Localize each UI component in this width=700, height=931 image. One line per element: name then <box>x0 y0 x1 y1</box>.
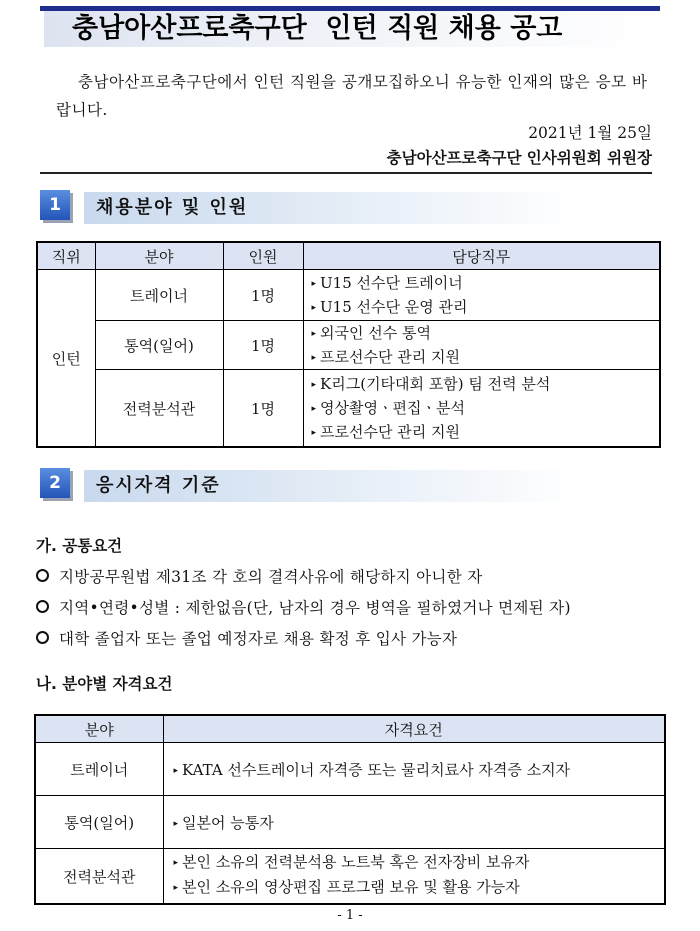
table-row <box>37 270 660 321</box>
duty-item <box>312 396 660 420</box>
triangle-bullet-icon: ▸ <box>311 279 317 289</box>
signer-rule <box>40 172 652 174</box>
table-header-row <box>35 715 665 743</box>
section-2-heading <box>40 468 600 504</box>
header-field: 분야 <box>95 242 223 270</box>
common-requirements-heading: 가. 공통요건 <box>36 537 123 555</box>
duty-text: 영상촬영ㆍ편집ㆍ분석 <box>320 399 465 417</box>
field-cell: 통역(일어) <box>95 321 223 370</box>
table-row <box>35 849 665 905</box>
count-cell: 1명 <box>223 321 303 370</box>
duty-item <box>312 420 660 444</box>
requirement-text: 본인 소유의 영상편집 프로그램 보유 및 활용 가능자 <box>182 878 520 896</box>
requirement-line <box>174 876 665 901</box>
section-1-heading <box>40 190 600 226</box>
requirement-cell <box>163 743 665 796</box>
signer: 충남아산프로축구단 인사위원회 위원장 <box>386 149 652 167</box>
duty-text: U15 선수단 트레이너 <box>320 274 463 292</box>
header-position: 직위 <box>37 242 95 270</box>
qualification-table <box>34 714 666 905</box>
page-number: - 1 - <box>337 908 363 923</box>
duty-text: K리그(기타대회 포함) 팀 전력 분석 <box>320 375 551 393</box>
section-number: 2 <box>40 468 70 498</box>
requirement-text: 일본어 능통자 <box>182 813 274 832</box>
requirement-cell <box>163 849 665 905</box>
requirement-line <box>174 851 665 876</box>
header-field: 분야 <box>35 715 163 743</box>
field-requirements-heading: 나. 분야별 자격요건 <box>36 675 173 693</box>
triangle-bullet-icon: ▸ <box>311 329 317 339</box>
section-title: 응시자격 기준 <box>96 475 221 496</box>
field-cell: 트레이너 <box>95 270 223 321</box>
triangle-bullet-icon: ▸ <box>173 765 179 776</box>
duties-cell <box>303 270 660 321</box>
triangle-bullet-icon: ▸ <box>173 818 179 829</box>
table-row <box>35 743 665 796</box>
requirement-text: KATA 선수트레이너 자격증 또는 물리치료사 자격증 소지자 <box>182 760 571 779</box>
list-item-text: 지역•연령•성별 : 제한없음(단, 남자의 경우 병역을 필하였거나 면제된 자) <box>59 599 571 617</box>
list-item-text: 대학 졸업자 또는 졸업 예정자로 채용 확정 후 입사 가능자 <box>59 630 458 648</box>
section-title: 채용분야 및 인원 <box>96 197 249 218</box>
triangle-bullet-icon: ▸ <box>311 303 317 313</box>
duty-text: 프로선수단 관리 지원 <box>320 348 460 366</box>
table-row <box>37 370 660 448</box>
section-number: 1 <box>40 190 70 220</box>
header-count: 인원 <box>223 242 303 270</box>
field-cell: 트레이너 <box>35 743 163 796</box>
field-cell: 통역(일어) <box>35 796 163 849</box>
table-header-row <box>37 242 660 270</box>
table-row <box>35 796 665 849</box>
duty-item <box>312 271 660 295</box>
duty-item <box>312 345 660 369</box>
list-item <box>36 627 457 649</box>
count-cell: 1명 <box>223 370 303 448</box>
duties-cell <box>303 370 660 448</box>
page-title: 충남아산프로축구단 인턴 직원 채용 공고 <box>72 13 563 44</box>
table-row <box>37 321 660 370</box>
duty-item <box>312 321 660 345</box>
duty-item <box>312 295 660 319</box>
list-item <box>36 565 482 587</box>
requirement-text: 본인 소유의 전력분석용 노트북 혹은 전자장비 보유자 <box>182 853 530 871</box>
triangle-bullet-icon: ▸ <box>311 404 317 414</box>
requirement-cell <box>163 796 665 849</box>
triangle-bullet-icon: ▸ <box>311 380 317 390</box>
list-item <box>36 596 571 618</box>
recruitment-table <box>36 241 661 448</box>
triangle-bullet-icon: ▸ <box>311 428 317 438</box>
duties-cell <box>303 321 660 370</box>
header-duties: 담당직무 <box>303 242 660 270</box>
duty-text: 프로선수단 관리 지원 <box>320 423 460 441</box>
count-cell: 1명 <box>223 270 303 321</box>
duty-text: U15 선수단 운영 관리 <box>320 298 468 316</box>
intro-paragraph: 충남아산프로축구단에서 인턴 직원을 공개모집하오니 유능한 인재의 많은 응모 바랍니다. <box>56 73 648 119</box>
header-requirements: 자격요건 <box>163 715 665 743</box>
ring-bullet-icon <box>36 600 49 613</box>
duty-item <box>312 372 660 396</box>
field-cell: 전력분석관 <box>35 849 163 905</box>
ring-bullet-icon <box>36 569 49 582</box>
duty-text: 외국인 선수 통역 <box>320 324 431 342</box>
triangle-bullet-icon: ▸ <box>311 353 317 363</box>
triangle-bullet-icon: ▸ <box>173 858 179 868</box>
ring-bullet-icon <box>36 631 49 644</box>
position-cell: 인턴 <box>37 270 95 448</box>
field-cell: 전력분석관 <box>95 370 223 448</box>
list-item-text: 지방공무원법 제31조 각 호의 결격사유에 해당하지 아니한 자 <box>59 568 483 586</box>
triangle-bullet-icon: ▸ <box>173 883 179 893</box>
announcement-date: 2021년 1월 25일 <box>528 124 652 142</box>
